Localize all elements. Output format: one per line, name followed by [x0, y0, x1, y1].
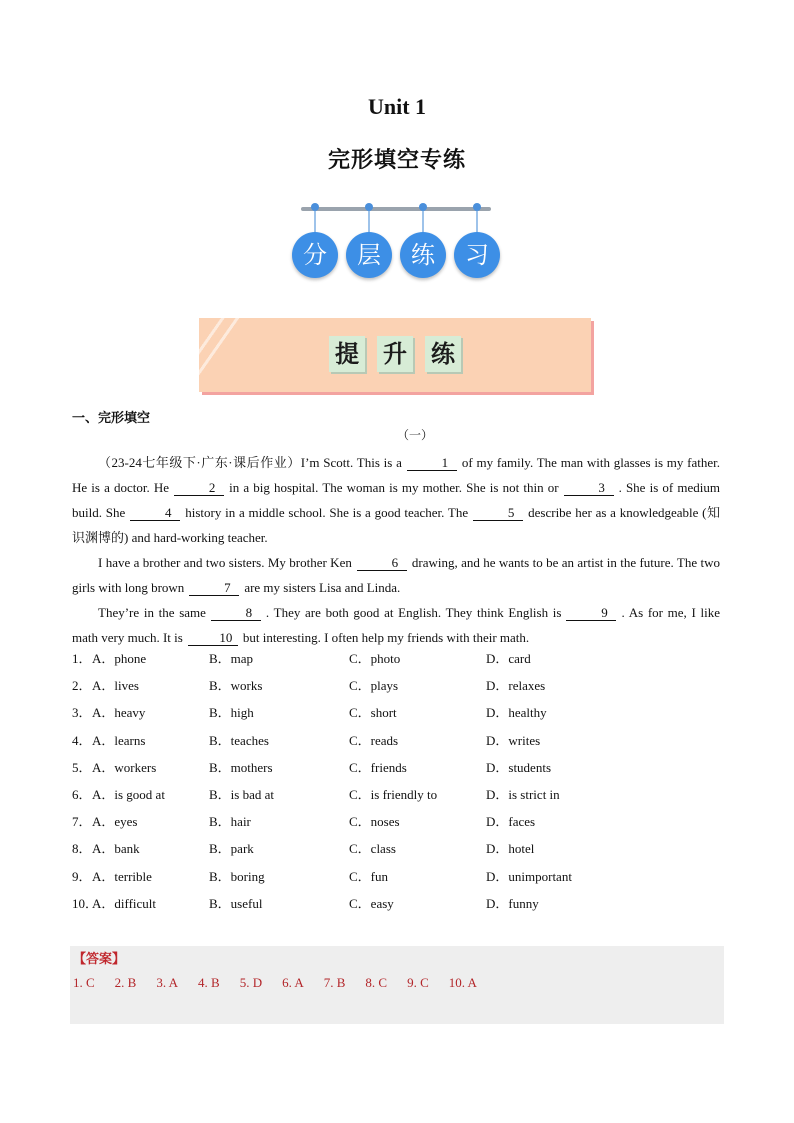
question-number: 6． — [72, 786, 92, 802]
option-b: B．hair — [209, 814, 251, 830]
passage — [72, 450, 720, 650]
passage-text: but interesting. I often help my friends with their math. — [242, 630, 530, 645]
option-row — [72, 784, 722, 811]
option-row — [72, 730, 722, 757]
option-a: A．is good at — [92, 786, 165, 802]
option-c: C．photo — [349, 651, 401, 666]
rail-bar — [301, 207, 491, 211]
banner-char: 提 — [329, 336, 365, 372]
option-c: C．easy — [349, 895, 394, 911]
answer-row — [73, 975, 497, 991]
question-number: 10． — [72, 895, 99, 911]
pin-connector — [314, 206, 316, 234]
option-row — [72, 675, 722, 702]
pin-connector — [476, 206, 478, 234]
option-a: A．learns — [92, 732, 146, 748]
level-banner — [199, 318, 591, 392]
option-row — [72, 757, 722, 784]
option-d: D．unimportant — [486, 868, 572, 884]
option-row — [72, 893, 722, 920]
layer-bubble-2: 层 — [346, 232, 392, 278]
blank-5: 5 — [473, 506, 523, 521]
question-number: 2． — [72, 678, 92, 694]
blank-1: 1 — [407, 456, 457, 471]
layer-bubble-4: 习 — [454, 232, 500, 278]
option-b: B．boring — [209, 868, 265, 884]
passage-text: They’re in the same — [98, 605, 206, 620]
option-d: D．funny — [486, 895, 539, 911]
answer-item: 10. A — [448, 975, 477, 990]
blank-4: 4 — [130, 506, 180, 521]
option-b: B．is bad at — [209, 786, 274, 802]
option-b: B．works — [209, 678, 263, 694]
option-a: A．phone — [92, 651, 147, 666]
option-c: C．is friendly to — [349, 786, 438, 802]
pin-connector — [422, 206, 424, 234]
blank-9: 9 — [566, 606, 616, 621]
passage-text: describe her as a knowledgeable (知识渊博的) and hard-working teacher. — [72, 505, 720, 545]
banner-char: 升 — [377, 336, 413, 372]
answer-item: 7. B — [323, 975, 346, 990]
passage-text: in a big hospital. The woman is my mother. She is not thin or — [229, 480, 559, 495]
option-row — [72, 866, 722, 893]
option-d: D．is strict in — [486, 786, 560, 802]
option-b: B．map — [209, 651, 254, 666]
passage-text: history in a middle school. She is a good teacher. The — [185, 505, 469, 520]
option-b: B．park — [209, 841, 254, 857]
option-a: A．difficult — [92, 895, 157, 911]
option-b: B．high — [209, 705, 254, 721]
blank-10: 10 — [188, 631, 238, 646]
option-row — [72, 838, 722, 865]
section-heading: 一、完形填空 — [72, 411, 151, 426]
option-row — [72, 648, 722, 675]
passage-text: I have a brother and two sisters. My brother Ken — [98, 555, 352, 570]
blank-3: 3 — [564, 481, 614, 496]
option-c: C．noses — [349, 814, 400, 830]
question-number: 1． — [72, 651, 92, 666]
passage-text: drawing, and he wants to be an artist in the future. The two girls with long brown — [72, 555, 721, 595]
answer-item: 3. A — [156, 975, 179, 990]
option-c: C．fun — [349, 868, 389, 884]
source-note: （23-24七年级下·广东·课后作业） — [98, 455, 301, 470]
passage-text: . They are both good at English. They think English is — [265, 605, 562, 620]
option-d: D．writes — [486, 732, 541, 748]
question-number: 7． — [72, 814, 92, 830]
answer-item: 4. B — [198, 975, 220, 990]
option-a: A．terrible — [92, 868, 152, 884]
blank-6: 6 — [357, 556, 407, 571]
answer-item: 2. B — [114, 975, 137, 990]
question-number: 9． — [72, 868, 92, 884]
layer-bubble-3: 练 — [400, 232, 446, 278]
option-c: C．short — [349, 705, 397, 721]
passage-text: . As for me, I like math very much. It is — [72, 605, 721, 645]
passage-text: . She is of medium build. She — [72, 480, 720, 520]
option-c: C．reads — [349, 732, 399, 748]
pin-connector — [368, 206, 370, 234]
option-a: A．bank — [92, 841, 140, 857]
option-a: A．heavy — [92, 705, 146, 721]
answer-item: 9. C — [407, 975, 429, 990]
paragraph-2 — [72, 550, 720, 600]
answer-item: 5. D — [239, 975, 263, 990]
option-c: C．class — [349, 841, 396, 857]
option-row — [72, 811, 722, 838]
answer-label: 【答案】 — [73, 952, 126, 967]
option-a: A．lives — [92, 678, 139, 694]
passage-text: I’m Scott. This is a — [300, 455, 402, 470]
options-list — [72, 648, 722, 920]
option-d: D．relaxes — [486, 678, 546, 694]
option-b: B．teaches — [209, 732, 269, 748]
option-d: D．faces — [486, 814, 536, 830]
option-b: B．mothers — [209, 759, 273, 775]
banner-char: 练 — [425, 336, 461, 372]
unit-title: Unit 1 — [367, 94, 427, 119]
option-d: D．healthy — [486, 705, 547, 721]
answer-item: 6. A — [282, 975, 304, 990]
passage-text: of my family. The man with glasses is my father. He is a doctor. He — [72, 455, 720, 495]
blank-7: 7 — [189, 581, 239, 596]
option-d: D．card — [486, 651, 531, 666]
option-a: A．workers — [92, 759, 157, 775]
option-d: D．hotel — [486, 841, 535, 857]
option-c: C．friends — [349, 759, 407, 775]
paragraph-3 — [72, 600, 720, 650]
answer-item: 8. C — [365, 975, 388, 990]
question-number: 5． — [72, 759, 92, 775]
paragraph-1 — [72, 450, 720, 550]
blank-2: 2 — [174, 481, 224, 496]
answer-item: 1. C — [73, 975, 95, 990]
blank-8: 8 — [211, 606, 261, 621]
option-c: C．plays — [349, 678, 399, 694]
question-number: 8． — [72, 841, 92, 857]
option-row — [72, 702, 722, 729]
answer-box — [70, 946, 724, 1024]
passage-number: （一） — [396, 428, 433, 442]
layer-bubble-1: 分 — [292, 232, 338, 278]
question-number: 3． — [72, 705, 92, 721]
option-a: A．eyes — [92, 814, 138, 830]
option-b: B．useful — [209, 895, 263, 911]
passage-text: are my sisters Lisa and Linda. — [244, 580, 401, 595]
page-title: 完形填空专练 — [327, 148, 466, 173]
question-number: 4． — [72, 732, 92, 748]
option-d: D．students — [486, 759, 552, 775]
